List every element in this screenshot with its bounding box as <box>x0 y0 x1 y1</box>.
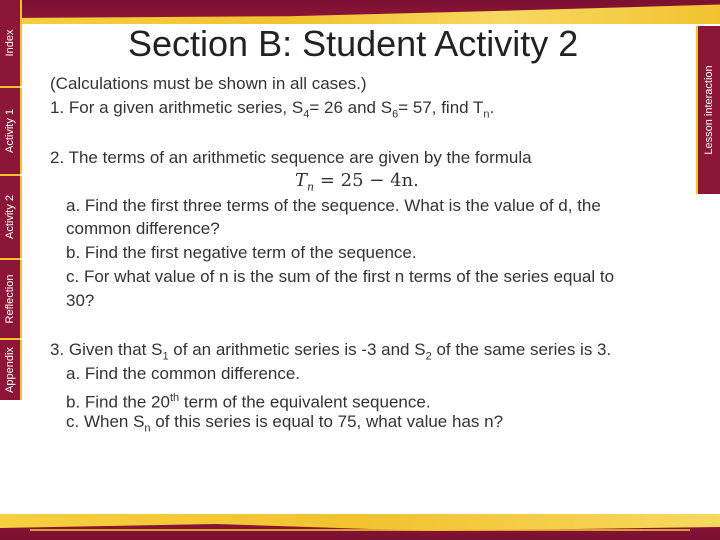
nav-tab-activity-2-label: Activity 2 <box>4 194 16 240</box>
nav-tab-activity-1[interactable] <box>0 88 22 174</box>
question-2c-line-2: 30? <box>66 291 95 310</box>
formula: $T_n = 25 - 4n$. <box>295 170 419 194</box>
question-3a: a. Find the common difference. <box>66 364 301 383</box>
bottom-decorative-stripe <box>30 529 690 531</box>
page-title: Section B: Student Activity 2 <box>128 23 579 64</box>
question-2a-line-2: common difference? <box>66 219 220 238</box>
lesson-interaction-tab[interactable] <box>696 26 720 194</box>
nav-tab-appendix[interactable] <box>0 340 22 400</box>
nav-tab-appendix-label: Appendix <box>4 347 16 393</box>
question-2b: b. Find the first negative term of the sequence. <box>66 243 417 262</box>
question-2: 2. The terms of an arithmetic sequence are given by the formula <box>50 148 532 167</box>
question-3: 3. Given that $S_1$ of an arithmetic series is -3 and $S_2$ of the same series is 3. <box>50 340 612 363</box>
nav-tab-reflection-label: Reflection <box>4 274 16 324</box>
nav-tab-index[interactable] <box>0 0 22 86</box>
nav-tab-activity-2[interactable] <box>0 176 22 258</box>
question-2a-line-1: a. Find the first three terms of the sequence. What is the value of d, the <box>66 196 601 215</box>
question-3b: b. Find the 20th term of the equivalent sequence. <box>66 392 431 412</box>
nav-tab-reflection[interactable] <box>0 260 22 338</box>
question-3c: c. When $S_n$ of this series is equal to 75, what value has n? <box>66 412 504 435</box>
left-nav <box>0 0 22 400</box>
lesson-interaction-label: Lesson interaction <box>703 65 715 155</box>
nav-tab-index-label: Index <box>4 29 16 57</box>
intro-text: (Calculations must be shown in all cases.) <box>50 74 367 93</box>
nav-tab-activity-1-label: Activity 1 <box>4 108 16 154</box>
question-1: 1. For a given arithmetic series, $S_4= 26$ and $S_6= 57$, find $T_n$. <box>50 98 495 121</box>
question-2c-line-1: c. For what value of n is the sum of the first n terms of the series equal to <box>66 267 615 286</box>
